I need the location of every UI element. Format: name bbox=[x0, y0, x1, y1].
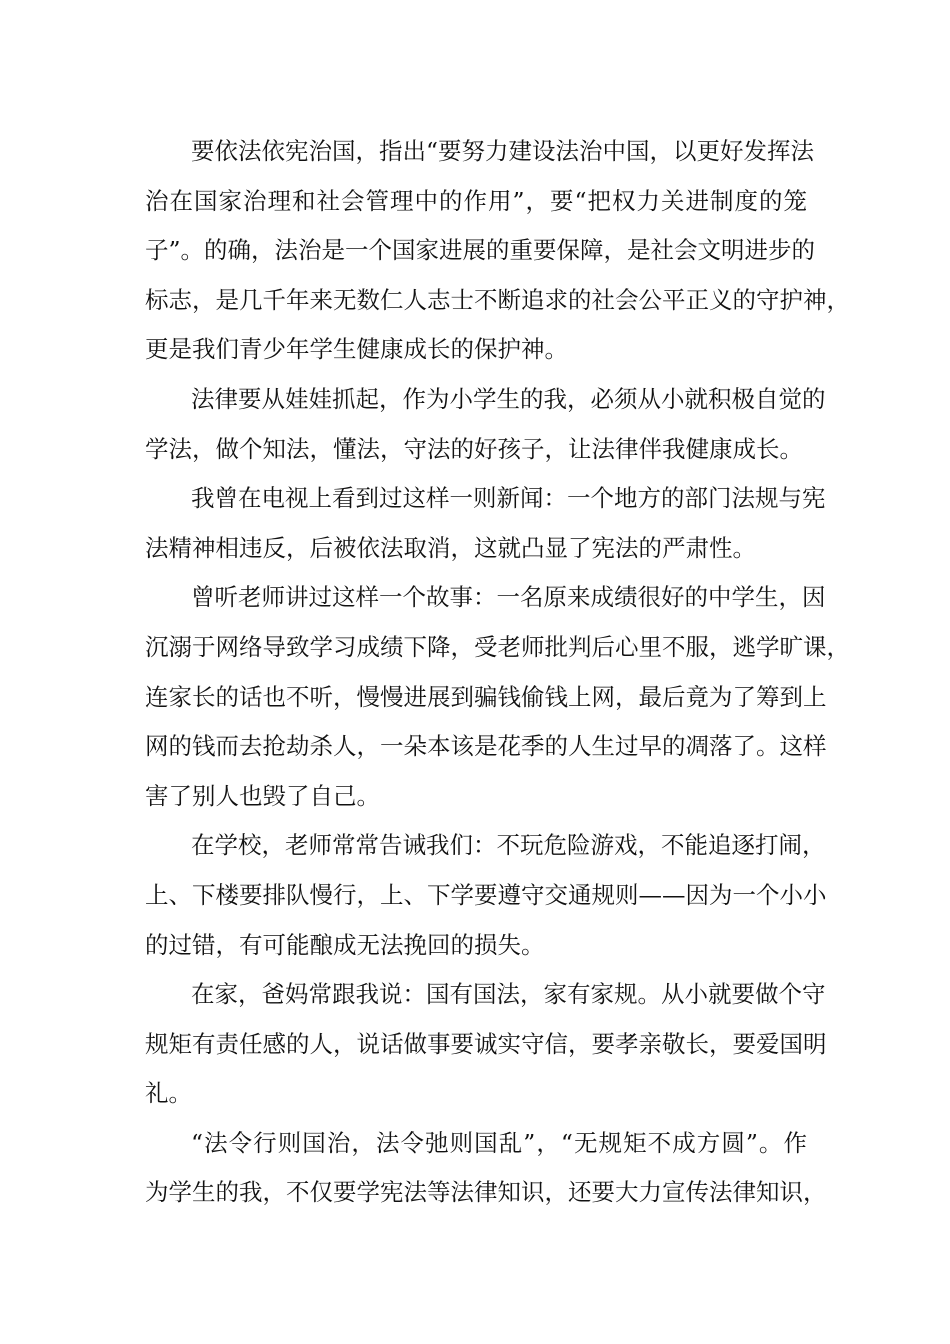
paragraph bbox=[145, 127, 850, 375]
text-line: 礼。 bbox=[145, 1079, 192, 1108]
text-line: 要依法依宪治国，指出“要努力建设法治中国，以更好发挥法 bbox=[191, 137, 815, 165]
text-line: 我曾在电视上看到过这样一则新闻：一个地方的部门法规与宪 bbox=[191, 484, 826, 513]
text-line: 规矩有责任感的人，说话做事要诚实守信，要孝亲敬长，要爱国明 bbox=[145, 1029, 827, 1058]
text-line: 在学校，老师常常告诫我们：不玩危险游戏，不能追逐打闹， bbox=[191, 831, 826, 860]
text-line: “法令行则国治，法令弛则国乱”，“无规矩不成方圆”。作 bbox=[191, 1128, 807, 1157]
text-line: 法精神相违反，后被依法取消，这就凸显了宪法的严肃性。 bbox=[145, 533, 756, 562]
text-line: 为学生的我，不仅要学宪法等法律知识，还要大力宣传法律知识， bbox=[145, 1178, 827, 1207]
text-line: 连家长的话也不听，慢慢进展到骗钱偷钱上网，最后竟为了筹到上 bbox=[145, 682, 827, 711]
paragraph bbox=[145, 1119, 827, 1218]
paragraph bbox=[145, 474, 826, 573]
text-line: 治在国家治理和社会管理中的作用”，要“把权力关进制度的笼 bbox=[145, 186, 807, 215]
paragraph bbox=[145, 970, 827, 1119]
text-line: 网的钱而去抢劫杀人，一朵本该是花季的人生过早的凋落了。这样 bbox=[145, 732, 827, 761]
text-line: 上、下楼要排队慢行，上、下学要遵守交通规则——因为一个小小 bbox=[145, 880, 827, 909]
paragraph bbox=[145, 573, 850, 821]
text-line: 的过错，有可能酿成无法挽回的损失。 bbox=[145, 930, 545, 959]
paragraph bbox=[145, 821, 827, 970]
text-line: 标志，是几千年来无数仁人志士不断追求的社会公平正义的守护神， bbox=[145, 285, 850, 314]
text-line: 沉溺于网络导致学习成绩下降，受老师批判后心里不服，逃学旷课， bbox=[145, 632, 850, 661]
document-body bbox=[145, 127, 850, 1218]
text-line: 曾听老师讲过这样一个故事：一名原来成绩很好的中学生，因 bbox=[191, 583, 826, 612]
text-line: 更是我们青少年学生健康成长的保护神。 bbox=[145, 335, 568, 364]
text-line: 法律要从娃娃抓起，作为小学生的我，必须从小就积极自觉的 bbox=[191, 384, 826, 413]
text-line: 子”。的确，法治是一个国家进展的重要保障，是社会文明进步的 bbox=[145, 236, 816, 265]
paragraph bbox=[145, 375, 826, 474]
text-line: 学法，做个知法，懂法，守法的好孩子，让法律伴我健康成长。 bbox=[145, 434, 803, 463]
text-line: 在家，爸妈常跟我说：国有国法，家有家规。从小就要做个守 bbox=[191, 980, 826, 1009]
text-line: 害了别人也毁了自己。 bbox=[145, 781, 380, 810]
